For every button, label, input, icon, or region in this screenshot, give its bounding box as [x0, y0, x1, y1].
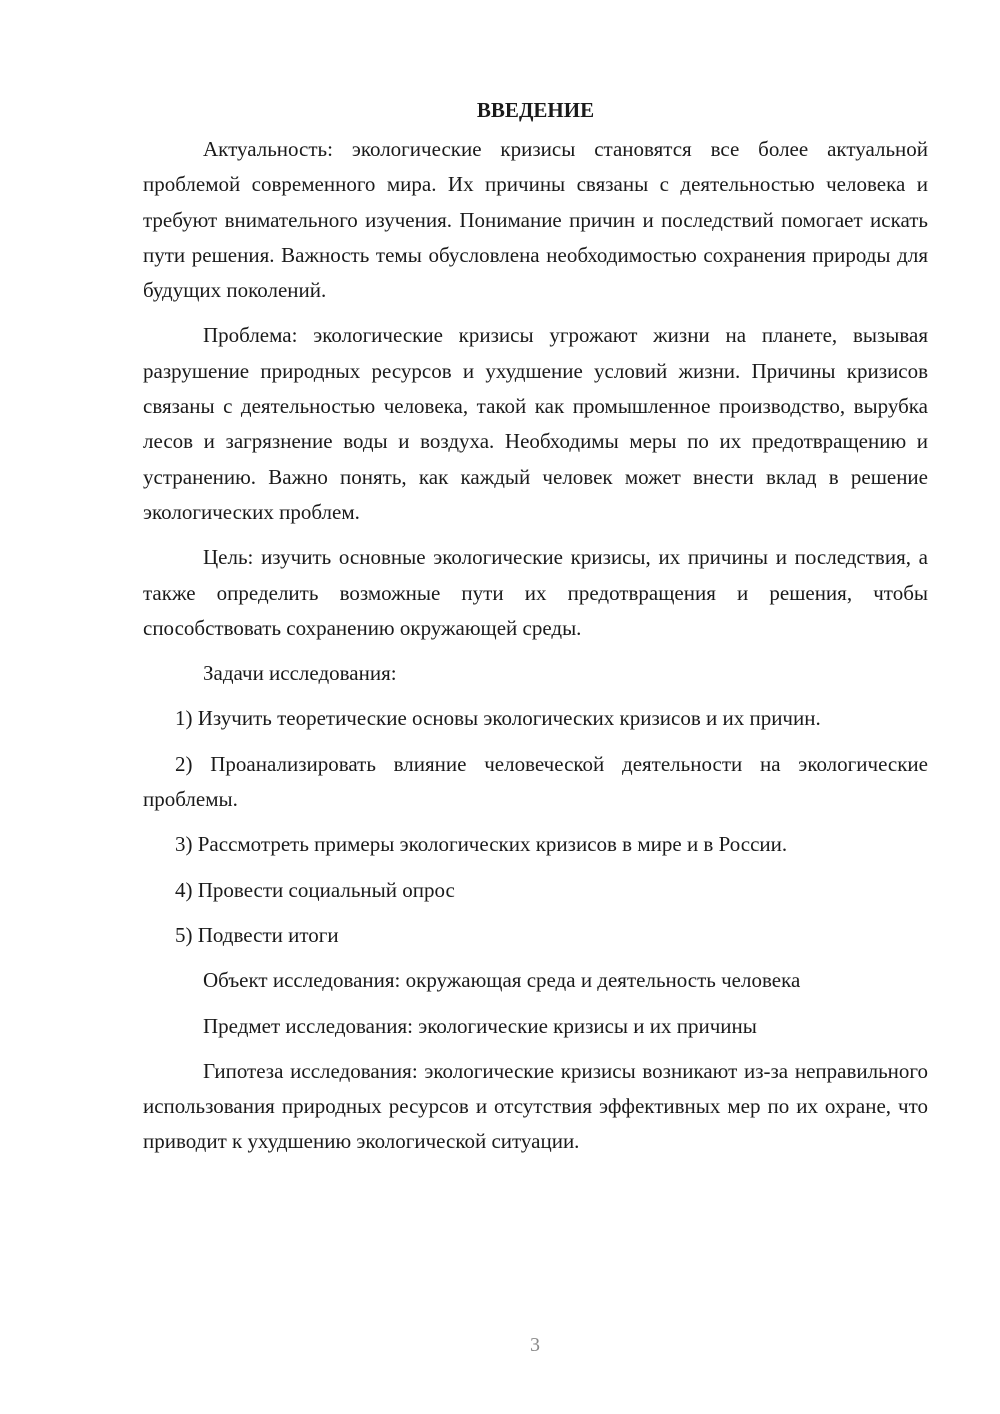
section-heading: ВВЕДЕНИЕ: [476, 98, 595, 122]
task-item-5: 5) Подвести итоги: [175, 922, 339, 947]
task-item-3: 3) Рассмотреть примеры экологических кризисов в мире и в России.: [175, 832, 788, 857]
research-hypothesis: Гипотеза исследования: экологические кризисы возникают из-за неправильного использования природных ресурсов и отсутствия эффективных мер по их охране, что приводит к ухудшению экологической ситуации.: [143, 1058, 928, 1154]
task-item-2: 2) Проанализировать влияние человеческой деятельности на экологические проблемы.: [143, 751, 928, 812]
page-number: 3: [530, 1334, 540, 1356]
paragraph-goal: Цель: изучить основные экологические кризисы, их причины и последствия, а также определить возможные пути их предотвращения и решения, чтобы способствовать сохранению окружающей среды.: [143, 545, 928, 640]
research-object: Объект исследования: окружающая среда и деятельность человека: [203, 968, 801, 993]
tasks-heading: Задачи исследования:: [203, 661, 397, 686]
task-item-1: 1) Изучить теоретические основы экологических кризисов и их причин.: [175, 706, 821, 731]
research-subject: Предмет исследования: экологические кризисы и их причины: [203, 1013, 757, 1038]
document-body: [143, 96, 928, 1170]
paragraph-problem: Проблема: экологические кризисы угрожают жизни на планете, вызывая разрушение природных ресурсов и ухудшение условий жизни. Причины кризисов связаны с деятельностью человека, такой как промышленное производство, вырубка лесов и загрязнение воды и воздуха. Необходимы меры по их предотвращению и устранению. Важно понять, как каждый человек может внести вклад в решение экологических проблем.: [143, 323, 928, 524]
task-item-4: 4) Провести социальный опрос: [175, 877, 455, 902]
paragraph-relevance: Актуальность: экологические кризисы становятся все более актуальной проблемой современного мира. Их причины связаны с деятельностью человека и требуют внимательного изучения. Понимание причин и последствий помогает искать пути решения. Важность темы обусловлена необходимостью сохранения природы для будущих поколений.: [143, 137, 928, 303]
